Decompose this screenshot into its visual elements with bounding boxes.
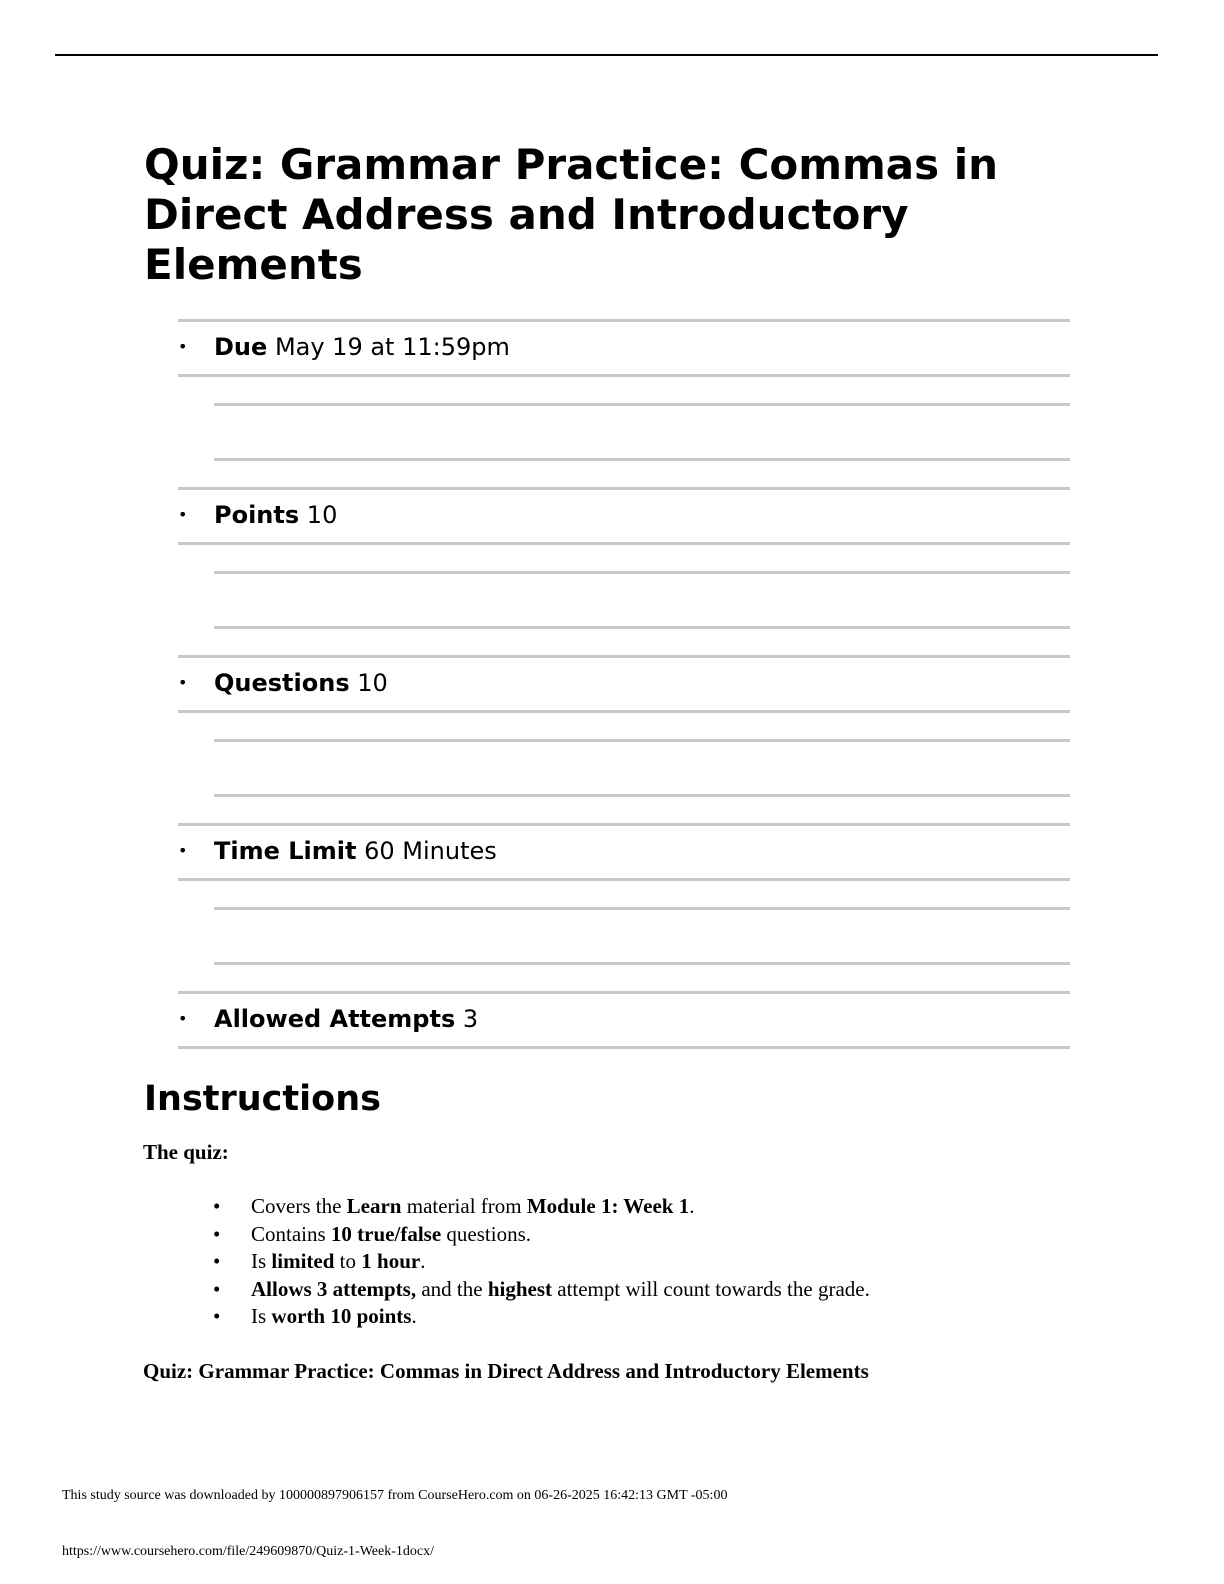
divider [214,403,1070,406]
instruction-text: to [334,1249,362,1273]
instruction-text: Allows 3 attempts, [251,1276,417,1301]
divider [214,739,1070,742]
instruction-text: 1 hour [361,1249,421,1273]
divider [214,907,1070,910]
instruction-text: highest [487,1276,552,1301]
instruction-text: 10 true/false [330,1221,442,1246]
bullet-icon: • [213,1249,221,1273]
detail-due [178,319,1070,487]
quiz-closing-title: Quiz: Grammar Practice: Commas in Direct Address and Introductory Elements [143,1359,869,1383]
divider [214,962,1070,965]
bullet-icon: • [213,1276,221,1301]
bullet-icon: • [213,1304,221,1328]
detail-label: Questions [214,669,350,697]
detail-value: May 19 at 11:59pm [274,333,510,361]
bullet-icon: • [178,337,188,356]
instruction-text: attempt will count towards the grade. [552,1276,870,1301]
instruction-text: material from [401,1194,527,1218]
instruction-text: Learn [346,1194,402,1218]
bullet-icon: • [213,1194,221,1218]
instruction-text: . [689,1194,695,1218]
top-divider [55,54,1158,56]
instruction-item [213,1221,870,1249]
instruction-item [213,1248,870,1276]
bullet-icon: • [178,673,188,692]
instruction-text: Is [251,1249,272,1273]
bullet-icon: • [178,505,188,524]
detail-value: 10 [357,669,388,697]
detail-label: Time Limit [214,837,357,865]
instruction-item [213,1276,870,1304]
download-source-note: This study source was downloaded by 100000897906157 from CourseHero.com on 06-26-2025 16:42:13 GMT -05:00 [62,1488,728,1503]
instruction-text: and the [416,1276,488,1301]
detail-questions [178,655,1070,823]
detail-label: Points [214,501,300,529]
detail-time-limit [178,823,1070,991]
instruction-text: Covers the [251,1194,347,1218]
page-title: Quiz: Grammar Practice: Commas in Direct Address and Introductory Elements [144,140,999,289]
source-url-link[interactable]: https://www.coursehero.com/file/249609870/Quiz-1-Week-1docx/ [62,1544,434,1559]
divider [178,823,1070,826]
instruction-text: . [411,1304,417,1328]
divider [214,626,1070,629]
divider [214,571,1070,574]
instructions-list [213,1193,870,1331]
detail-label: Due [214,333,268,361]
instruction-text: Module 1: Week 1 [526,1194,690,1218]
detail-allowed-attempts [178,991,1070,1051]
quiz-intro: The quiz: [143,1140,229,1164]
detail-value: 60 Minutes [364,837,497,865]
instruction-text: Contains [251,1221,331,1246]
divider [178,991,1070,994]
divider [214,458,1070,461]
divider [214,794,1070,797]
divider [178,878,1070,881]
bullet-icon: • [178,841,188,860]
divider [178,1046,1070,1049]
divider [178,319,1070,322]
divider [178,710,1070,713]
instruction-item [213,1193,870,1221]
detail-label: Allowed Attempts [214,1005,456,1033]
instruction-text: . [420,1249,426,1273]
instruction-text: limited [271,1249,335,1273]
bullet-icon: • [178,1009,188,1028]
quiz-details-list [178,319,1070,1051]
instruction-item [213,1303,870,1331]
bullet-icon: • [213,1221,221,1246]
divider [178,655,1070,658]
instructions-heading: Instructions [144,1079,381,1119]
instruction-text: worth 10 points [271,1304,412,1328]
divider [178,542,1070,545]
instruction-text: Is [251,1304,272,1328]
detail-points [178,487,1070,655]
divider [178,487,1070,490]
instruction-text: questions. [441,1221,531,1246]
divider [178,374,1070,377]
detail-value: 10 [306,501,338,529]
detail-value: 3 [462,1005,479,1033]
